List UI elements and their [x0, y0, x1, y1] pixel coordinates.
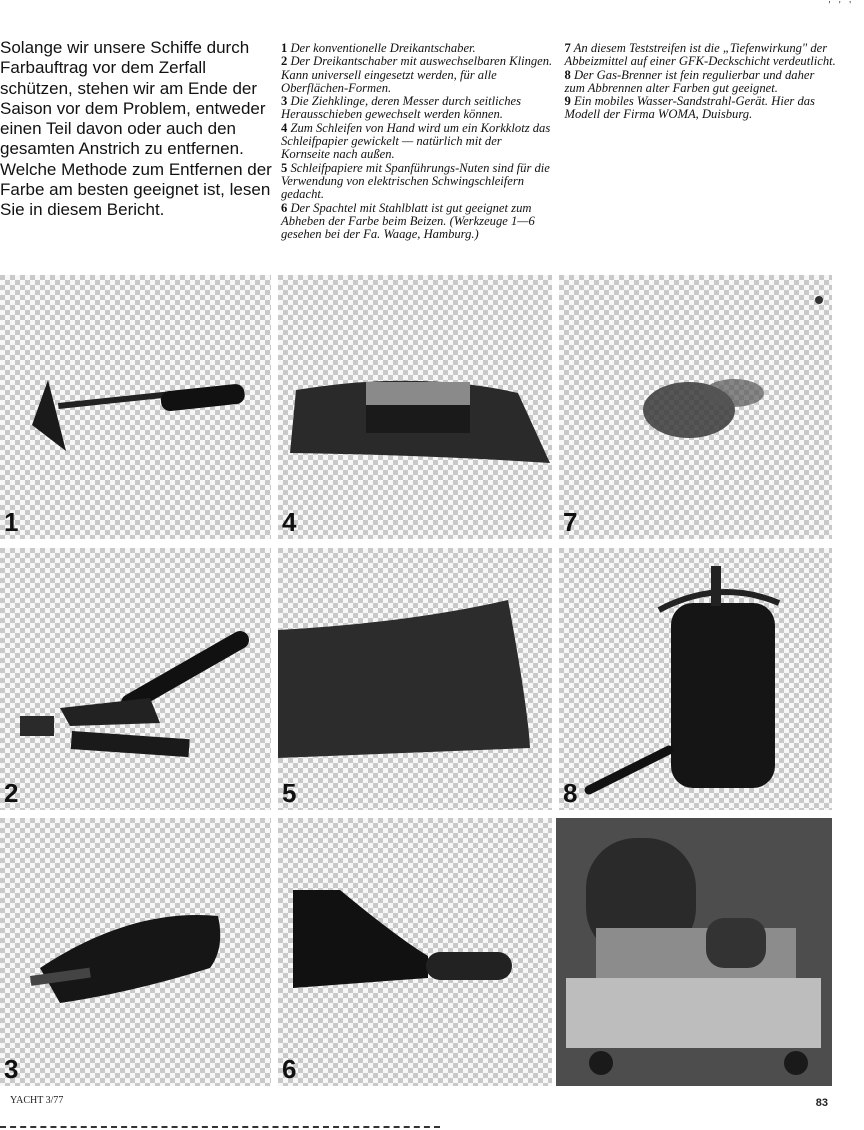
bottom-dashed-rule [0, 1126, 440, 1130]
caption-4: 4 Zum Schleifen von Hand wird um ein Korkklotz das Schleifpapier gewickelt — natürlich mit der Kornseite nach außen. [281, 120, 551, 162]
scraper-illustration [0, 275, 271, 539]
magazine-issue: YACHT 3/77 [10, 1095, 64, 1106]
caption-2: 2 Der Dreikantschaber mit auswechselbaren Klingen. Kann universell eingesetzt werden, für alle Oberflächen-Formen. [281, 54, 553, 95]
photo-4-label: 4 [282, 507, 297, 537]
blade-scraper-illustration [0, 548, 271, 810]
caption-9: 9 Ein mobiles Wasser-Sandstrahl-Gerät. Hier das Modell der Firma WOMA, Duisburg. [564, 94, 815, 122]
photo-6-spatula [278, 818, 552, 1086]
test-strip-illustration [559, 275, 832, 539]
photo-9-sandblaster [556, 818, 832, 1086]
photo-8-label: 8 [563, 778, 578, 808]
spatula-illustration [278, 818, 552, 1086]
intro-paragraph [0, 38, 272, 221]
sanding-paper-illustration [278, 548, 552, 810]
caption-6: 6 Der Spachtel mit Stahlblatt ist gut geeignet zum Abheben der Farbe beim Beizen. (Werkzeuge 1—6 gesehen bei der Fa. Waage, Hamburg.) [281, 200, 535, 242]
photo-4-cork-block [278, 275, 552, 539]
photo-2-blade-scraper [0, 548, 271, 810]
cork-block-illustration [278, 275, 552, 539]
pull-blade-illustration [0, 818, 271, 1086]
photo-5-sanding-paper [278, 548, 552, 810]
photo-5-label: 5 [282, 778, 297, 808]
photo-6-label: 6 [282, 1054, 297, 1084]
photo-3-pull-blade [0, 818, 271, 1086]
top-corner-marks: ' ' ' [828, 0, 854, 11]
photo-3-label: 3 [4, 1054, 19, 1084]
caption-block [281, 42, 836, 244]
intro-text: Solange wir unsere Schiffe durch Farbauftrag vor dem Zerfall schützen, stehen wir am Ende der Saison vor dem Problem, entweder einen Teil davon oder auch den gesamten Anstrich zu entfernen. Welche Methode zum Entfernen der Farbe am besten geeignet ist, lesen Sie in diesem Bericht. [0, 38, 272, 220]
photo-7-label: 7 [563, 507, 578, 537]
caption-1: 1 Der konventionelle Dreikantschaber. [281, 41, 476, 55]
caption-8: 8 Der Gas-Brenner ist fein regulierbar und daher zum Abbrennen alter Farben gut geeignet. [564, 67, 815, 95]
photo-1-label: 1 [4, 507, 19, 537]
caption-3: 3 Die Ziehklinge, deren Messer durch seitliches Herausschieben gewechselt werden können. [281, 94, 522, 122]
caption-5: 5 Schleifpapiere mit Spanführungs-Nuten sind für die Verwendung von elektrischen Schwingschleifern gedacht. [281, 160, 550, 202]
page-number: 83 [815, 1097, 828, 1109]
gas-burner-illustration [559, 548, 832, 810]
caption-7: 7 An diesem Teststreifen ist die „Tiefenwirkung" der Abbeizmittel auf einer GFK-Deckschicht verdeutlicht. [564, 41, 836, 69]
photo-7-test-strip [559, 275, 832, 539]
photo-8-gas-burner [559, 548, 832, 810]
photo-2-label: 2 [4, 778, 19, 808]
sandblaster-illustration [556, 818, 832, 1086]
photo-1-triangle-scraper [0, 275, 271, 539]
